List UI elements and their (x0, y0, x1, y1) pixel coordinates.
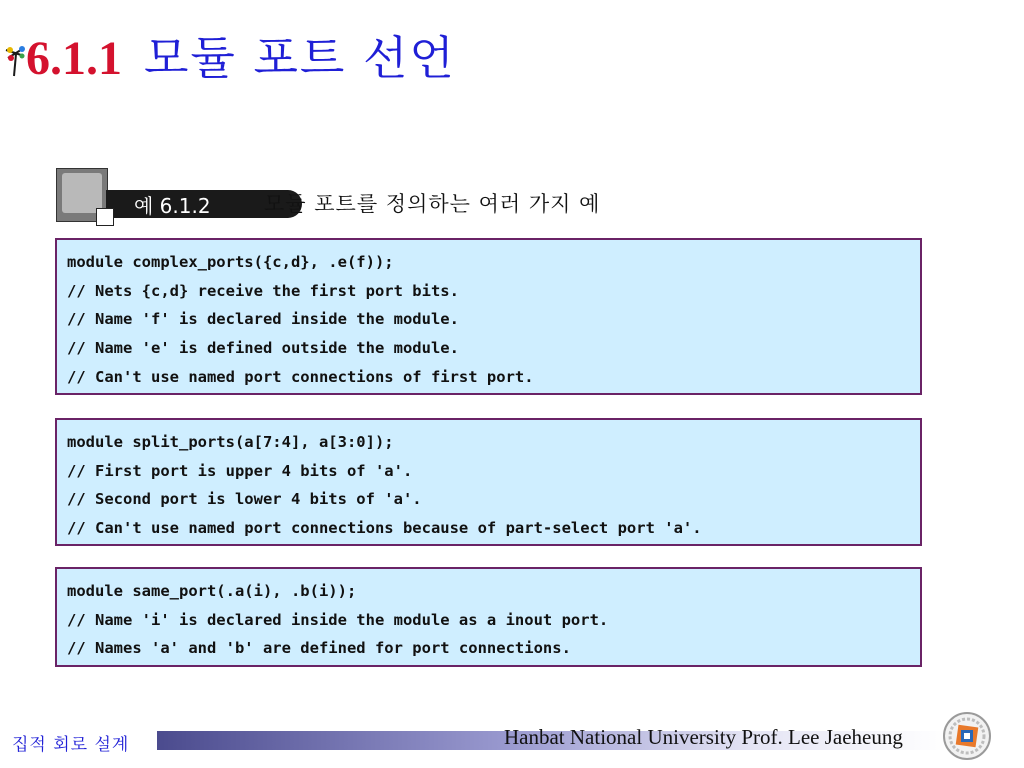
footer-course-title: 집적 회로 설계 (12, 735, 130, 755)
code-line: // Nets {c,d} receive the first port bits. (67, 281, 459, 300)
slide-title (26, 22, 456, 92)
example-caption: 모듈 포트를 정의하는 여러 가지 예 (264, 192, 601, 216)
code-block-split-ports (55, 418, 922, 546)
corner-arrow-icon (96, 208, 114, 226)
code-line: // Name 'f' is declared inside the module. (67, 310, 459, 329)
example-header (56, 168, 656, 224)
code-line: module same_port(.a(i), .b(i)); (67, 582, 357, 600)
code-line: module complex_ports({c,d}, .e(f)); (67, 253, 394, 271)
footer-author: Hanbat National University Prof. Lee Jaeheung (504, 725, 903, 749)
code-line: // First port is upper 4 bits of 'a'. (67, 461, 413, 480)
code-line: // Can't use named port connections of first port. (67, 367, 534, 386)
code-line: // Can't use named port connections because of part-select port 'a'. (67, 519, 702, 538)
code-line: module split_ports(a[7:4], a[3:0]); (67, 433, 394, 451)
code-line: // Name 'e' is defined outside the module. (67, 339, 459, 358)
code-block-complex-ports (55, 238, 922, 395)
title-number: 6.1.1 (26, 32, 122, 85)
university-logo-icon (942, 711, 992, 761)
title-text: 모듈 포트 선언 (144, 31, 456, 85)
code-block-same-port (55, 567, 922, 667)
code-line: // Second port is lower 4 bits of 'a'. (67, 490, 422, 509)
code-line: // Name 'i' is declared inside the module as a inout port. (67, 610, 609, 629)
code-line: // Names 'a' and 'b' are defined for port connections. (67, 639, 571, 658)
example-label: 예 6.1.2 (134, 193, 211, 218)
